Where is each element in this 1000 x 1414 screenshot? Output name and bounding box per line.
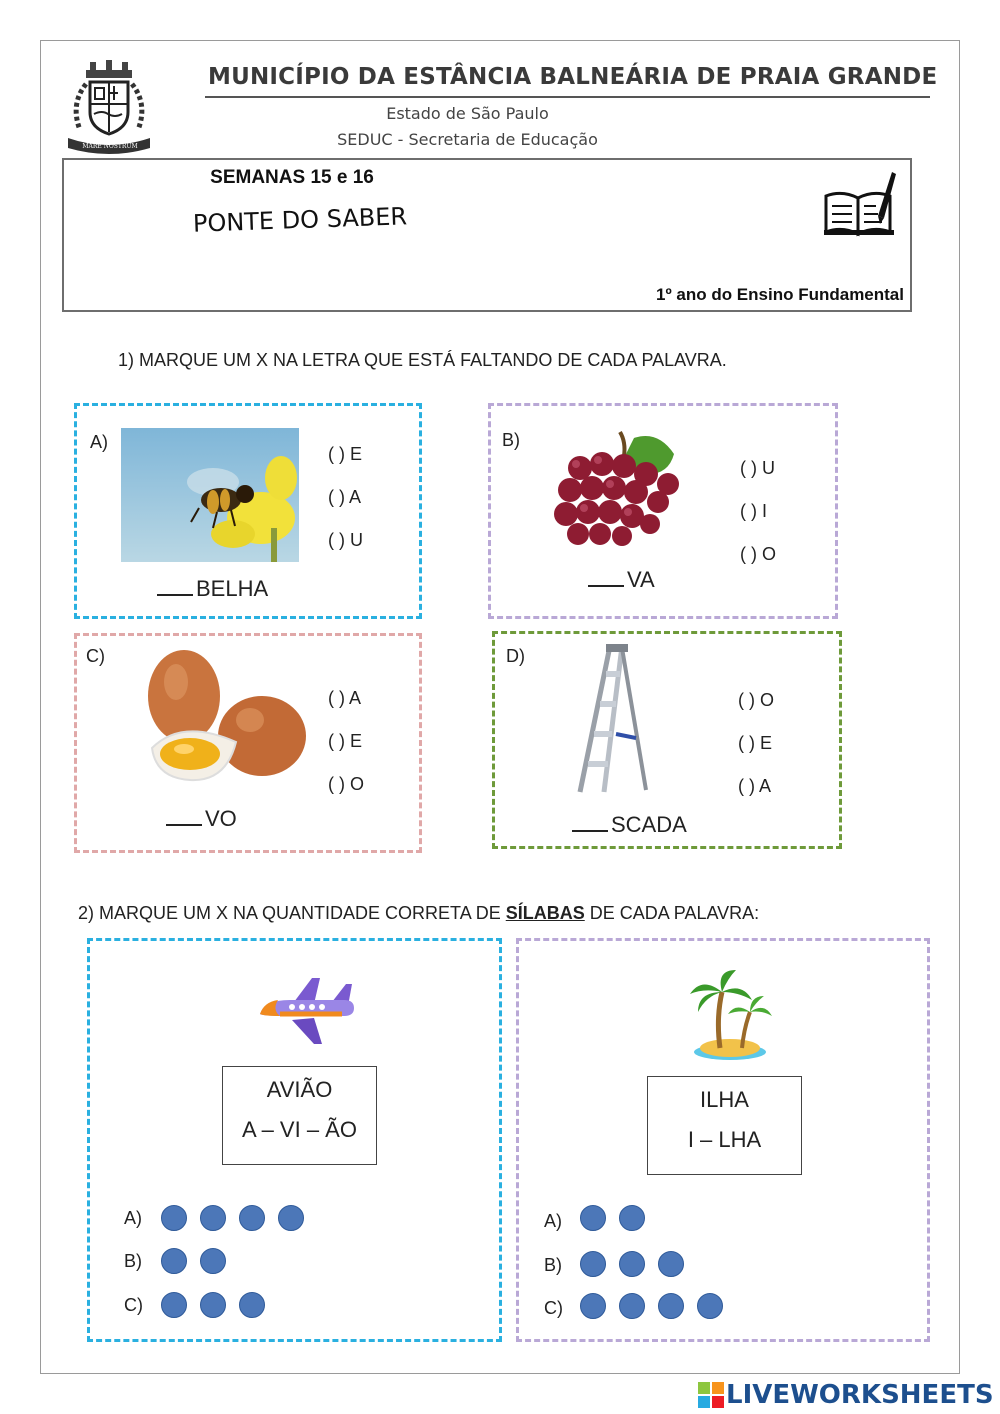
seal-motto: MARE NOSTRUM <box>82 143 138 150</box>
q1-c-option-2[interactable]: ( ) E <box>328 731 362 751</box>
q1-a-option-3[interactable]: ( ) U <box>328 530 363 550</box>
syllable-dot <box>580 1251 606 1277</box>
municipality-title: MUNICÍPIO DA ESTÂNCIA BALNEÁRIA DE PRAIA GRANDE <box>208 64 938 90</box>
q1-a-word-text: BELHA <box>196 576 269 601</box>
q1-a-option-2[interactable]: ( ) A <box>328 487 362 507</box>
blank-line[interactable] <box>572 812 608 832</box>
question-1-title: 1) MARQUE UM X NA LETRA QUE ESTÁ FALTANDO DE CADA PALAVRA. <box>118 350 727 370</box>
syllable-dot <box>580 1205 606 1231</box>
grade-label: 1º ano do Ensino Fundamental <box>655 285 904 304</box>
q1-b-option-2[interactable]: ( ) I <box>740 501 767 521</box>
program-title: PONTE DO SABER <box>192 202 408 238</box>
q2-title-end: DE CADA PALAVRA: <box>584 903 760 923</box>
syllable-dot <box>619 1205 645 1231</box>
island-palm-picture-icon <box>686 968 772 1064</box>
syllable-dot <box>619 1293 645 1319</box>
department-name: SEDUC - Secretaria de Educação <box>337 130 598 149</box>
q2-title-start: 2) MARQUE UM X NA QUANTIDADE CORRETA DE <box>78 903 506 923</box>
airplane-picture-icon <box>254 976 358 1046</box>
ladder-picture-icon <box>570 642 650 794</box>
footer-brand: LIVEWORKSHEETS <box>726 1380 994 1410</box>
q2-island-row-c-label[interactable]: C) <box>544 1298 563 1318</box>
q1-b-word-text: VA <box>627 567 655 592</box>
q1-d-word <box>572 812 687 838</box>
eggs-picture-icon <box>142 644 312 784</box>
bee-picture-icon <box>121 428 299 562</box>
q2-airplane-row-a-label[interactable]: A) <box>124 1208 142 1228</box>
blank-line[interactable] <box>588 567 624 587</box>
q1-d-option-3[interactable]: ( ) A <box>738 776 772 796</box>
state-name: Estado de São Paulo <box>386 104 549 123</box>
q2-airplane-syllables: A – VI – ÃO <box>242 1117 357 1142</box>
q1-b-word <box>588 567 655 593</box>
weeks-label: SEMANAS 15 e 16 <box>210 167 374 188</box>
syllable-dot <box>239 1292 265 1318</box>
q1-d-option-2[interactable]: ( ) E <box>738 733 772 753</box>
syllable-dot <box>200 1248 226 1274</box>
q2-island-row-b-label[interactable]: B) <box>544 1255 562 1275</box>
syllable-dot <box>161 1205 187 1231</box>
q1-b-option-3[interactable]: ( ) O <box>740 544 776 564</box>
syllable-dot <box>161 1292 187 1318</box>
q2-island-word-box <box>647 1076 802 1175</box>
q2-title-emphasis: SÍLABAS <box>505 903 585 923</box>
syllable-dot <box>278 1205 304 1231</box>
syllable-dot <box>161 1248 187 1274</box>
q1-d-word-text: SCADA <box>611 812 687 837</box>
book-pencil-icon <box>822 166 896 238</box>
q1-c-option-3[interactable]: ( ) O <box>328 774 364 794</box>
q1-c-word-text: VO <box>205 806 237 831</box>
q2-airplane-row-b-label[interactable]: B) <box>124 1251 142 1271</box>
q1-item-d-letter: D) <box>506 646 525 666</box>
syllable-dot <box>580 1293 606 1319</box>
syllable-dot <box>658 1293 684 1319</box>
q1-d-option-1[interactable]: ( ) O <box>738 690 774 710</box>
syllable-dot <box>200 1205 226 1231</box>
q2-island-word: ILHA <box>700 1087 749 1112</box>
header-divider <box>205 96 930 98</box>
syllable-dot <box>658 1251 684 1277</box>
syllable-dot <box>239 1205 265 1231</box>
q1-item-a-letter: A) <box>90 432 108 452</box>
q2-airplane-word-box <box>222 1066 377 1165</box>
blank-line[interactable] <box>157 576 193 596</box>
q1-item-c-letter: C) <box>86 646 105 666</box>
q1-a-word <box>157 576 268 602</box>
q1-item-b-letter: B) <box>502 430 520 450</box>
question-2-title <box>78 903 759 924</box>
liveworksheets-logo-icon <box>698 1382 724 1408</box>
syllable-dot <box>619 1251 645 1277</box>
q1-a-option-1[interactable]: ( ) E <box>328 444 362 464</box>
q2-airplane-word: AVIÃO <box>266 1077 333 1102</box>
syllable-dot <box>697 1293 723 1319</box>
q1-c-word <box>166 806 237 832</box>
grapes-picture-icon <box>550 428 690 552</box>
blank-line[interactable] <box>166 806 202 826</box>
q2-island-syllables: I – LHA <box>687 1127 762 1152</box>
q1-b-option-1[interactable]: ( ) U <box>740 458 775 478</box>
syllable-dot <box>200 1292 226 1318</box>
q1-c-option-1[interactable]: ( ) A <box>328 688 362 708</box>
q2-airplane-row-c-label[interactable]: C) <box>124 1295 143 1315</box>
q2-island-row-a-label[interactable]: A) <box>544 1211 562 1231</box>
